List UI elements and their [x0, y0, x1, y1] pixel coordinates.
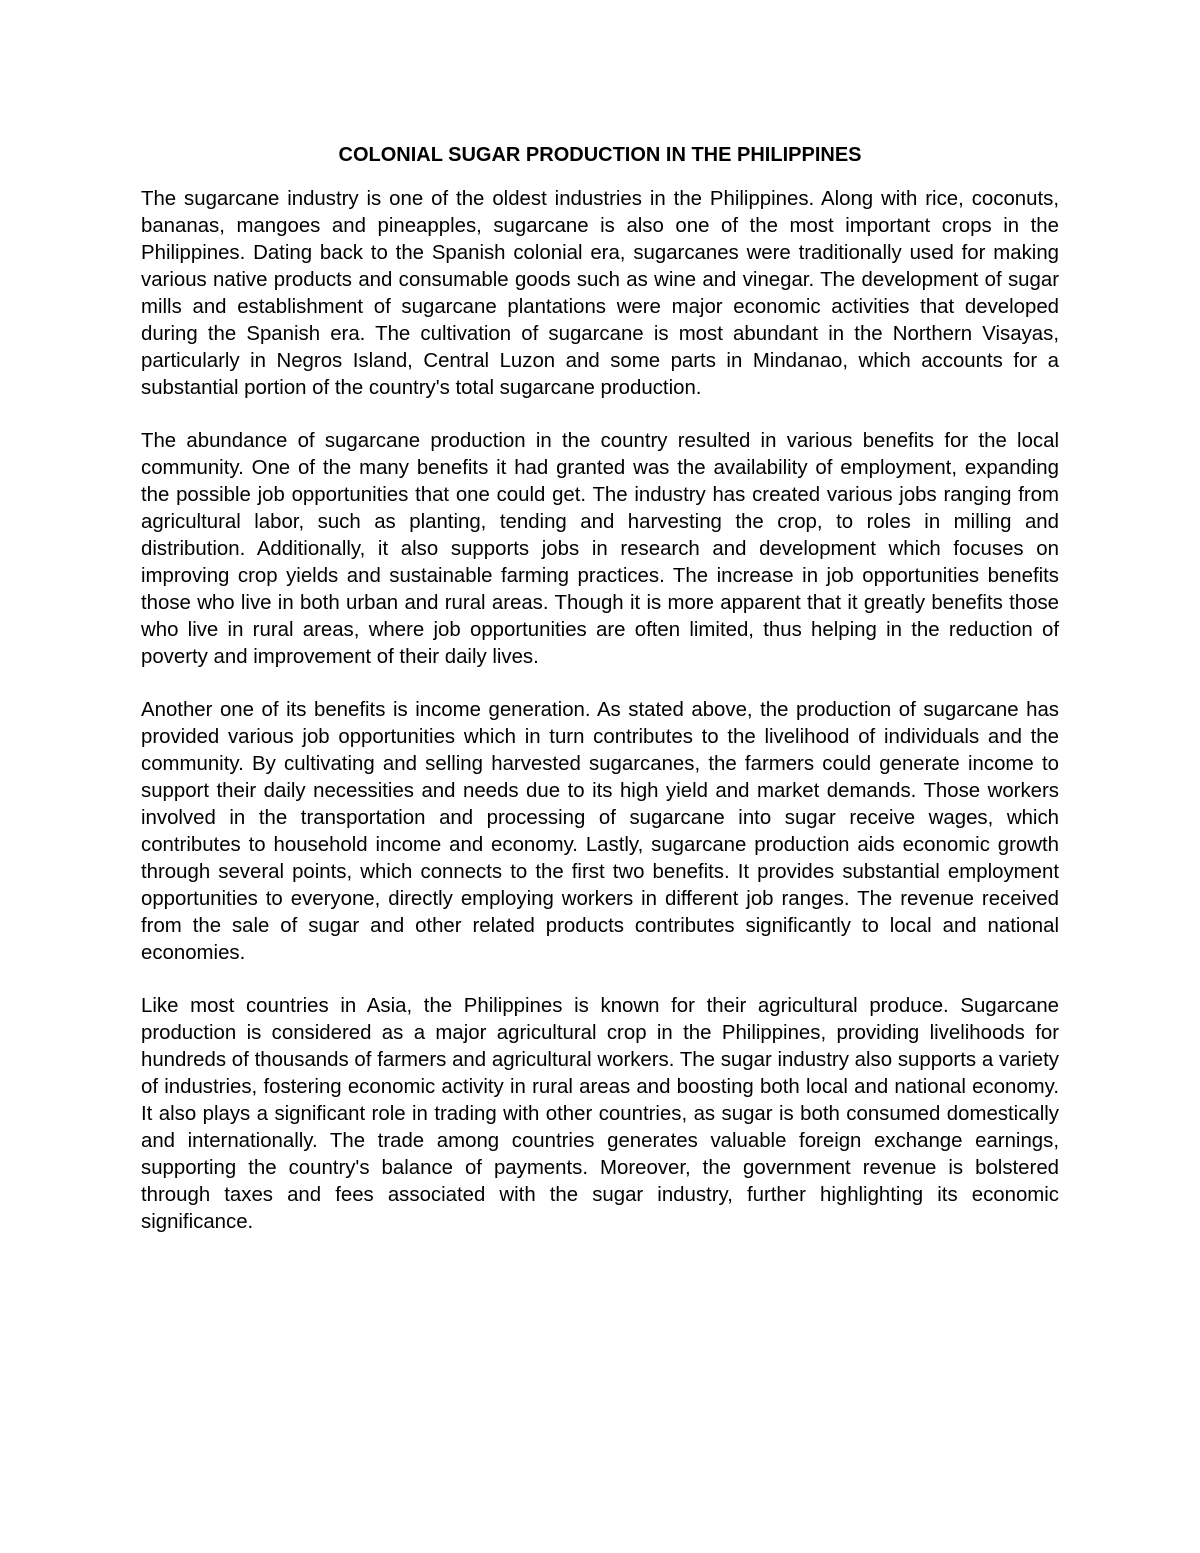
- paragraph-4: Like most countries in Asia, the Philippines is known for their agricultural produce. Sugarcane production is considered as a major agricultural crop in the Philippines, providing livelihoods for hundreds of thousands of farmers and agricultural workers. The sugar industry also supports a variety of industries, fostering economic activity in rural areas and boosting both local and national economy. It also plays a significant role in trading with other countries, as sugar is both consumed domestically and internationally. The trade among countries generates valuable foreign exchange earnings, supporting the country's balance of payments. Moreover, the government revenue is bolstered through taxes and fees associated with the sugar industry, further highlighting its economic significance.: [141, 995, 1059, 1233]
- paragraph-2: The abundance of sugarcane production in the country resulted in various benefits for the local community. One of the many benefits it had granted was the availability of employment, expanding the possible job opportunities that one could get. The industry has created various jobs ranging from agricultural labor, such as planting, tending and harvesting the crop, to roles in milling and distribution. Additionally, it also supports jobs in research and development which focuses on improving crop yields and sustainable farming practices. The increase in job opportunities benefits those who live in both urban and rural areas. Though it is more apparent that it greatly benefits those who live in rural areas, where job opportunities are often limited, thus helping in the reduction of poverty and improvement of their daily lives.: [141, 430, 1059, 668]
- document-body: [141, 140, 1059, 1262]
- document-title: COLONIAL SUGAR PRODUCTION IN THE PHILIPPINES: [338, 144, 862, 166]
- paragraph-3: Another one of its benefits is income generation. As stated above, the production of sugarcane has provided various job opportunities which in turn contributes to the livelihood of individuals and the community. By cultivating and selling harvested sugarcanes, the farmers could generate income to support their daily necessities and needs due to its high yield and market demands. Those workers involved in the transportation and processing of sugarcane into sugar receive wages, which contributes to household income and economy. Lastly, sugarcane production aids economic growth through several points, which connects to the first two benefits. It provides substantial employment opportunities to everyone, directly employing workers in different job ranges. The revenue received from the sale of sugar and other related products contributes significantly to local and national economies.: [141, 699, 1059, 964]
- paragraph-1: The sugarcane industry is one of the oldest industries in the Philippines. Along with rice, coconuts, bananas, mangoes and pineapples, sugarcane is also one of the most important crops in the Philippines. Dating back to the Spanish colonial era, sugarcanes were traditionally used for making various native products and consumable goods such as wine and vinegar. The development of sugar mills and establishment of sugarcane plantations were major economic activities that developed during the Spanish era. The cultivation of sugarcane is most abundant in the Northern Visayas, particularly in Negros Island, Central Luzon and some parts in Mindanao, which accounts for a substantial portion of the country's total sugarcane production.: [141, 188, 1059, 399]
